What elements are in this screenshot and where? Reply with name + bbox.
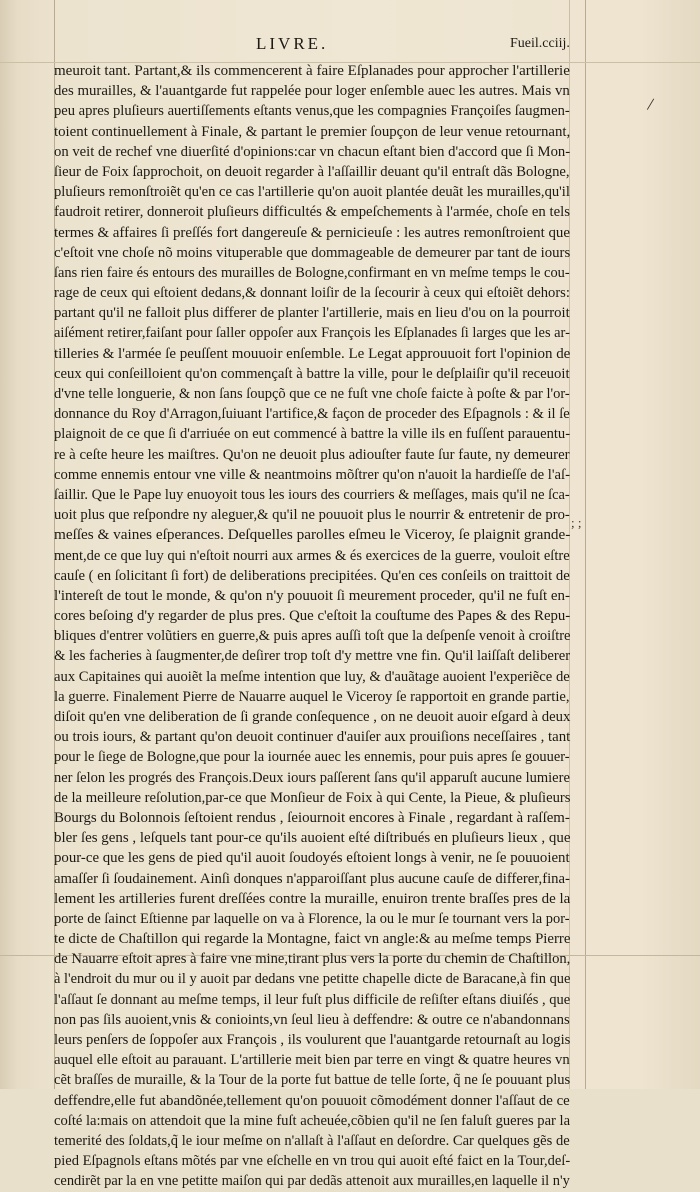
right-margin-rule	[585, 0, 586, 1089]
text-line: la guerre. Finalement Pierre de Nauarre auquel le Viceroy ſe rapportoit en grande partie,	[54, 688, 570, 705]
text-line: Bourgs du Bolonnois ſeſtoient rendus , ſeiournoit encores à Finale , regardant à raſſem-	[54, 809, 570, 826]
text-line: re à ceſte heure les maiſtres. Qu'on ne deuoit plus adiouſter faute ſur faute, ny demeurer	[54, 446, 570, 463]
text-line: & les facheries à ſaugmenter,de deſirer trop toſt d'y mettre vne fin. Qu'il laiſſaſt deliberer	[54, 648, 571, 665]
text-line: d'vne telle longuerie, & non ſans ſoupçõ que ce ne fuſt vne choſe faicte à poſte & par l'or-	[54, 386, 570, 402]
margin-mark-upper: /	[646, 93, 656, 115]
text-line: ner ſelon les progrés des François.Deux iours paſſerent ſans qu'il apparuſt aucune lumiere	[54, 769, 570, 786]
text-line: non pas ſils auoient,vnis & conioints,vn ſeul lieu à deffendre: & outre ce n'abandonnans	[54, 1011, 570, 1028]
text-line: termes & affaires ſi preſſés fort dangereuſe & pernicieuſe : les autres remonſtroient que	[54, 224, 570, 241]
folio-number: Fueil.cciij.	[510, 36, 570, 51]
text-line: bler ſes gens , leſquels tant pour-ce qu'ils auoient eſté diſtribués en pluſieurs lieux , que	[54, 830, 571, 847]
text-line: cendirẽt par la en vne petitte maiſon qui par dedãs attenoit aux murailles,en laquelle il n'y	[54, 1173, 570, 1190]
text-line: ſans rien faire és entours des murailles de Bologne,confirmant en vn meſme temps le cou-	[54, 264, 570, 281]
text-line: c'eſtoit vne choſe nõ moins vituperable que dommageable de demeurer par tant de iours	[54, 244, 571, 261]
text-line: de la meilleure reſolution,par-ce que Monſieur de Foix à qui Cente, la Pieue, & pluſieurs	[54, 789, 571, 806]
text-line: pour le ſiege de Bologne,que pour la iournée auec les ennemis, pour puis apres ſe gouuer-	[54, 749, 570, 766]
text-line: rage de ceux qui eſtoient dedans,& donnant loiſir de la ſecourir à ceux qui eſtoiẽt dehors:	[54, 285, 570, 302]
text-line: meuroit tant. Partant,& ils commencerent à faire Eſplanades pour approcher l'artillerie	[54, 63, 570, 79]
text-line: toient continuellement à Finale, & partant le premier ſoupçon de leur venue retournant,	[54, 123, 571, 140]
text-line: diſoit qu'en vne deliberation de ſi grande conſequence , on ne deuoit auoir eſgard à deux	[54, 709, 571, 725]
text-line: des murailles, & l'auantgarde fut rappelée pour loger enſemble auec les autres. Mais vn	[54, 83, 570, 100]
text-line: leurs penſers de ſoppoſer aux François , ils voulurent que l'auantgarde retournaſt au logis	[54, 1032, 571, 1048]
body-text	[54, 61, 570, 1192]
text-line: l'aſſaut ſe donnant au meſme temps, il leur fuſt plus difficile de reſiſter eſtans diuiſés , que	[54, 991, 571, 1008]
text-line: partant qu'il ne falloit plus differer de planter l'artillerie, mais en lieu d'ou on la pourroit	[54, 305, 570, 322]
text-line: cẽt braſſes de muraille, & la Tour de la porte fut battue de telle ſorte, q̃ ne ſe pouuant plus	[54, 1072, 571, 1089]
text-line: ceux qui conſeilloient qu'on commençaſt à battre la ville, pour le deſplaiſir qu'il receuoit	[54, 365, 570, 382]
running-title: LIVRE.	[256, 34, 329, 53]
text-line: plaignoit de ce que ſi d'arriuée on eut commencé à battre la ville ils en fuſſent parauentu-	[54, 426, 571, 443]
text-line: pour-ce que les gens de pied qu'il auoit ſoudoyés eſtoient longs à venir, ne ſe pouuoient	[54, 850, 570, 867]
text-line: cauſe ( en ſolicitant ſi fort) de deliberations precipitées. Qu'en ces conſeils on traittoit de	[54, 567, 570, 584]
text-line: pied Eſpagnols eſtans mõtés par vne eſchelle en vn trou qui auoit eſté faict en la Tour,deſ-	[54, 1153, 571, 1170]
text-line: ſieur de Foix ſapprochoit, on deuoit regarder à l'aſſaillir deuant qu'il entraſt dãs Bologne,	[54, 163, 570, 180]
text-line: ment,de ce que luy qui n'eſtoit nourri aux armes & és exercices de la guerre, vouloit eſtre	[54, 547, 570, 564]
text-line: à l'endroit du mur ou il y auoit par dedans vne petitte chapelle dicte de Baracane,à fin que	[54, 971, 571, 988]
text-line: deffendre,elle fut abandõnée,tellement qu'on pouuoit cõmodément donner l'aſſaut de ce	[54, 1092, 570, 1109]
text-line: amaſſer ſi ſoudainement. Ainſi donques n'apparoiſſant plus aucune cauſe de differer,fina-	[54, 870, 570, 887]
margin-mark-middle: ; ;	[571, 515, 582, 530]
text-line: bliques d'entrer volũtiers en guerre,& puis apres auſſi toſt que la deſpenſe venoit à croiſtre	[54, 628, 571, 645]
text-line: meſſes & vaines eſperances. Deſquelles parolles eſmeu le Viceroy, ſe plaignit grande-	[54, 527, 571, 544]
text-line: on veit de rechef vne diuerſité d'opinions:car vn chacun eſtant bien d'accord que ſi Mon-	[54, 143, 571, 160]
text-line: tilleries & l'armée ſe peuſſent mouuoir enſemble. Le Legat approuuoit fort l'opinion de	[54, 345, 571, 362]
text-line: peu apres pluſieurs auertiſſements eſtants venus,que les compagnies Françoiſes ſaugmen-	[54, 103, 570, 120]
text-line: aux Capitaines qui auoiẽt la meſme intention que luy, & d'auãtage auoient l'experiẽce de	[54, 668, 570, 685]
text-line: donnance du Roy d'Arragon,ſuiuant l'artifice,& façon de proceder des Eſpagnols : & il ſe	[54, 406, 570, 423]
text-line: ſaillir. Que le Pape luy enuoyoit tous les iours des courriers & meſſages, mais qu'il ne ſca-	[54, 486, 570, 503]
text-line: aiſément retirer,faiſant pour ſaller oppoſer aux François les Eſplanades ſi larges que les ar-	[54, 325, 570, 342]
text-line: auquel elle eſtoit au parauant. L'artillerie meit bien par terre en vingt & quatre heures vn	[54, 1052, 570, 1069]
text-line: pluſieurs remonſtroiẽt qu'en ce cas l'artillerie qu'on auoit plantée deuãt les murailles,qu'il	[54, 184, 570, 201]
text-line: faudroit retirer, donneroit pluſieurs difficultés & empeſchements à l'armée, choſe en tels	[54, 204, 570, 221]
text-line: l'intereſt de tout le monde, & qu'on n'y pouuoit ſi meurement proceder, qu'il ne fuſt en-	[54, 587, 570, 604]
text-line: lement les artilleries furent dreſſées contre la muraille, enuiron trente braſſes pres de la	[54, 890, 571, 907]
text-line: cores beſoing d'y regarder de plus pres. Que c'eſtoit la couſtume des Papes & des Repu-	[54, 608, 571, 625]
text-line: temerité des ſoldats,q̃ le iour meſme on n'allaſt à l'aſſaut en deſordre. Car quelques gẽs de	[54, 1132, 570, 1149]
text-line: de Nauarre eſtoit apres à faire vne mine,tirant plus vers la porte du chemin de Chaſtillon,	[54, 951, 571, 968]
text-line: uoit plus que reſpondre ny aleguer,& qu'il ne pouuoit plus le nourrir & entretenir de pro-	[54, 507, 570, 524]
text-line: porte de ſainct Eſtienne par laquelle on va à Florence, la ou le mur ſe tournant vers la por-	[54, 910, 570, 927]
text-line: coſté la:mais on attendoit que la mine fuſt acheuée,cõbien qu'il ne ſen faluſt gueres par la	[54, 1112, 571, 1129]
text-line: te dicte de Chaſtillon qui regarde la Montagne, faict vn angle:& au meſme temps Pierre	[54, 931, 571, 948]
text-line: ou trois iours, & partant qu'on deuoit continuer d'auiſer aux prouiſions neceſſaires , tant	[54, 729, 571, 746]
text-line: comme ennemis entour vne ville & neantmoins mõſtrer qu'on n'auoit la hardieſſe de l'aſ-	[54, 466, 570, 483]
